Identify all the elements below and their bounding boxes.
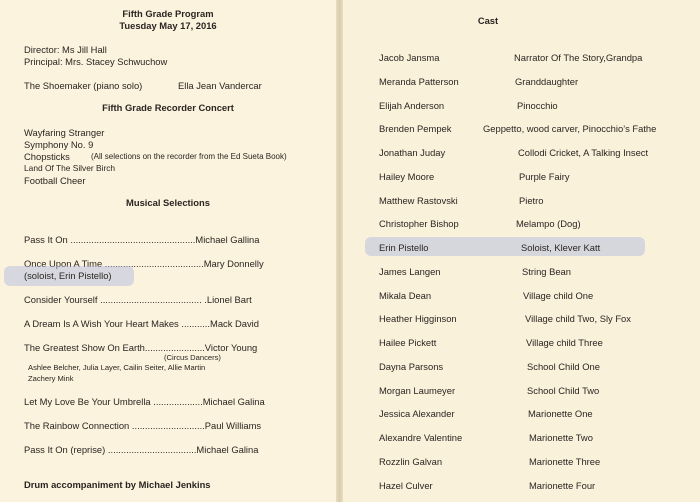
cast-actor: James Langen (379, 266, 441, 277)
principal-line: Principal: Mrs. Stacey Schwuchow (24, 56, 168, 67)
cast-actor: Elijah Anderson (379, 100, 445, 111)
cast-actor: Dayna Parsons (379, 361, 444, 372)
cast-actor: Hazel Culver (379, 480, 433, 491)
cast-actor: Erin Pistello (379, 242, 429, 253)
cast-actor: Meranda Patterson (379, 76, 459, 87)
solo-piece: The Shoemaker (piano solo) (24, 80, 143, 91)
selection-line: Pass It On ................................................Michael Gallina (24, 234, 260, 245)
cast-role: Village child One (523, 290, 594, 301)
cast-role: School Child Two (527, 385, 600, 396)
musical-selections-heading: Musical Selections (126, 197, 210, 208)
selection-soloist-note: (soloist, Erin Pistello) (24, 270, 112, 281)
selection-line: Once Upon A Time ......................................Mary Donnelly (24, 258, 264, 269)
right-cast-page (343, 0, 700, 502)
recorder-concert-heading: Fifth Grade Recorder Concert (102, 102, 234, 113)
selection-line: Pass It On (reprise) ..................................Michael Galina (24, 444, 259, 455)
recorder-piece: Wayfaring Stranger (24, 127, 105, 138)
cast-role: Pietro (519, 195, 544, 206)
cast-actor: Heather Higginson (379, 313, 457, 324)
cast-role: Village child Two, Sly Fox (525, 313, 631, 324)
selection-line: The Rainbow Connection ............................Paul Williams (24, 420, 262, 431)
cast-role: Marionette Three (529, 456, 601, 467)
cast-actor: Hailey Moore (379, 171, 435, 182)
solo-performer: Ella Jean Vandercar (178, 80, 262, 91)
cast-actor: Jacob Jansma (379, 52, 440, 63)
cast-role: String Bean (522, 266, 571, 277)
cast-actor: Brenden Pempek (379, 123, 452, 134)
cast-actor: Christopher Bishop (379, 218, 459, 229)
cast-heading: Cast (477, 15, 499, 26)
recorder-piece: Land Of The Silver Birch (24, 163, 116, 173)
cast-actor: Alexandre Valentine (379, 432, 463, 443)
cast-role: Soloist, Klever Katt (521, 242, 601, 253)
page-fold (336, 0, 343, 502)
cast-actor: Hailee Pickett (379, 337, 437, 348)
selection-line: Consider Yourself ....................................... .Lionel Bart (24, 294, 252, 305)
recorder-piece: Football Cheer (24, 175, 86, 186)
cast-role: Marionette One (528, 408, 593, 419)
cast-actor: Jessica Alexander (379, 408, 455, 419)
cast-actor: Jonathan Juday (379, 147, 446, 158)
recorder-note: (All selections on the recorder from the Ed Sueta Book) (91, 152, 287, 161)
cast-role: Pinocchio (517, 100, 558, 111)
cast-role: Geppetto, wood carver, Pinocchio’s Fathe (483, 123, 657, 134)
selection-line: Let My Love Be Your Umbrella ...................Michael Galina (24, 396, 265, 407)
dancers-names: Ashlee Belcher, Julia Layer, Cailin Seiter, Allie Martin (28, 363, 206, 372)
director-line: Director: Ms Jill Hall (24, 44, 107, 55)
circus-dancers-label: (Circus Dancers) (164, 353, 221, 362)
cast-role: Marionette Four (529, 480, 596, 491)
cast-role: Purple Fairy (519, 171, 570, 182)
cast-role: Marionette Two (529, 432, 593, 443)
program-date: Tuesday May 17, 2016 (119, 20, 217, 31)
recorder-piece: Symphony No. 9 (24, 139, 94, 150)
cast-role: Granddaughter (515, 76, 579, 87)
cast-role: Melampo (Dog) (516, 218, 581, 229)
drum-accompaniment: Drum accompaniment by Michael Jenkins (24, 479, 211, 490)
cast-role: School Child One (527, 361, 600, 372)
program-title: Fifth Grade Program (122, 8, 214, 19)
cast-role: Collodi Cricket, A Talking Insect (518, 147, 649, 158)
cast-actor: Morgan Laumeyer (379, 385, 456, 396)
selection-line: A Dream Is A Wish Your Heart Makes ...........Mack David (24, 318, 259, 329)
selection-line: The Greatest Show On Earth.......................Victor Young (24, 342, 258, 353)
recorder-piece: Chopsticks (24, 151, 70, 162)
cast-actor: Matthew Rastovski (379, 195, 458, 206)
cast-role: Village child Three (526, 337, 603, 348)
cast-actor: Mikala Dean (379, 290, 432, 301)
cast-role: Narrator Of The Story,Grandpa (514, 52, 643, 63)
cast-actor: Rozzlin Galvan (379, 456, 443, 467)
left-program-page (0, 0, 336, 502)
dancers-names: Zachery Mink (28, 374, 74, 383)
